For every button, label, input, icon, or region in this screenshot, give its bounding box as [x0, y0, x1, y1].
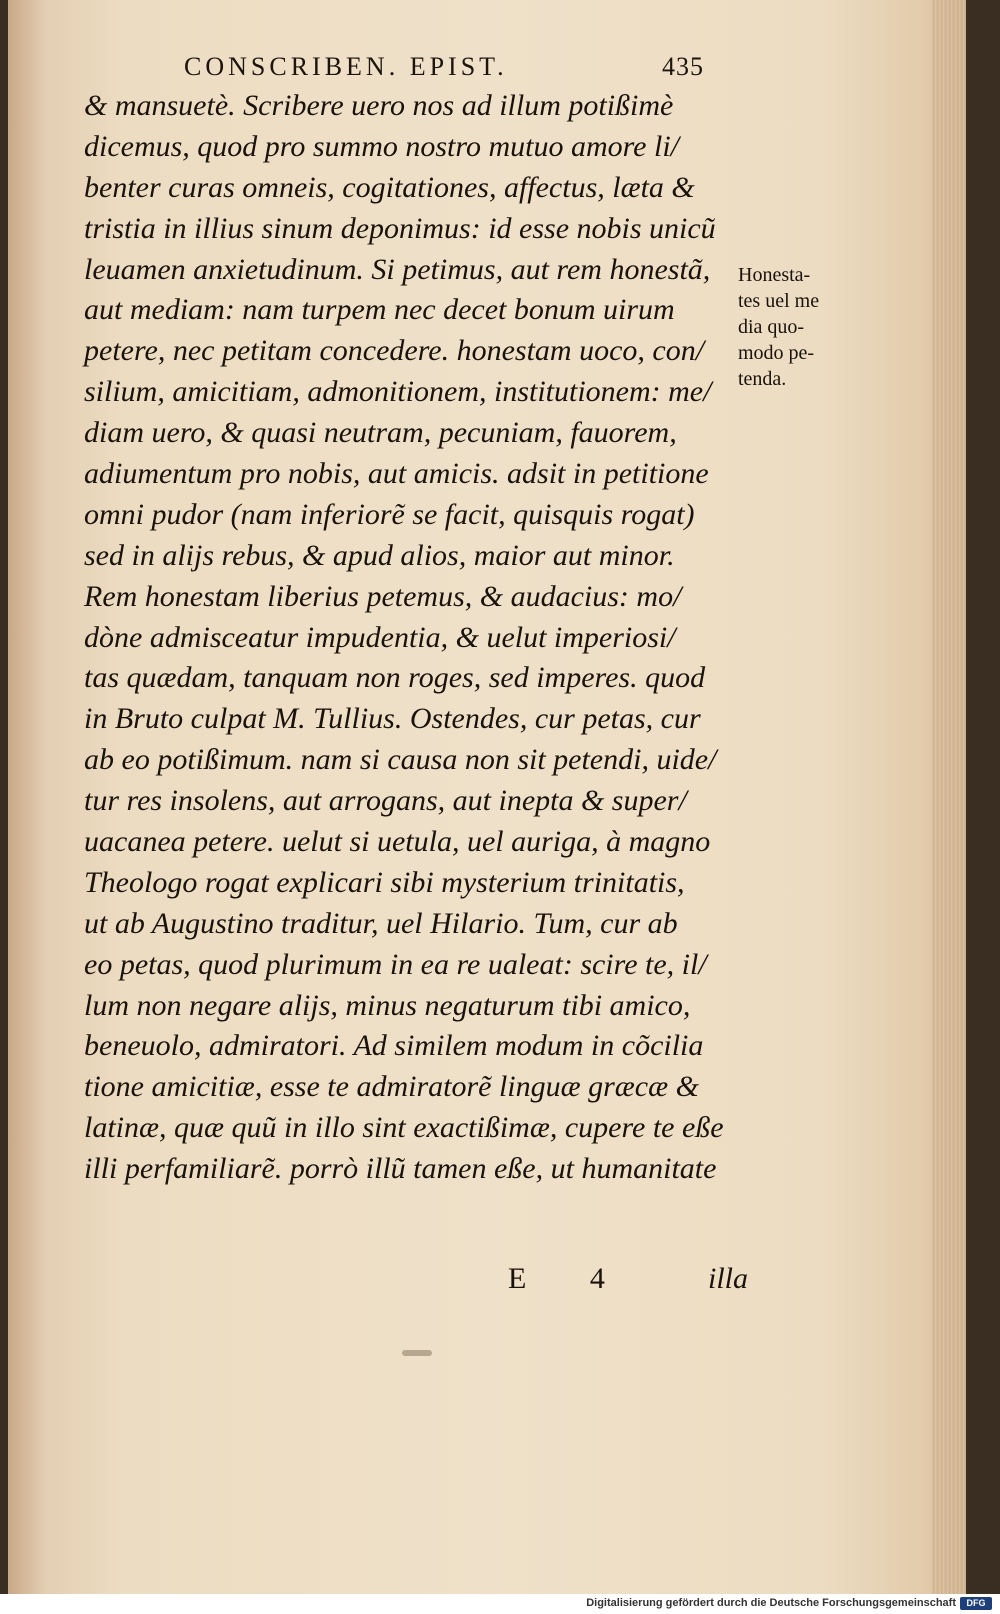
text-line: adiumentum pro nobis, aut amicis. adsit in petitione	[84, 457, 709, 491]
margin-note-line: tes uel me	[738, 290, 820, 312]
text-line: omni pudor (nam inferiorẽ se facit, quisquis rogat)	[84, 497, 695, 531]
text-line: uacanea petere. uelut si uetula, uel auriga, à magno	[84, 825, 711, 859]
text-line: aut mediam: nam turpem nec decet bonum uirum	[84, 293, 675, 327]
digitization-footer	[0, 1594, 1000, 1614]
margin-note-line: Honesta-	[738, 264, 811, 286]
footer-credit: Digitalisierung gefördert durch die Deutsche Forschungsgemeinschaft	[586, 1597, 956, 1609]
text-line: lum non negare alijs, minus negaturum tibi amico,	[84, 988, 691, 1022]
text-line: dòne admisceatur impudentia, & uelut imperiosi/	[84, 620, 676, 654]
margin-note-line: modo pe-	[738, 342, 815, 364]
text-line: tas quædam, tanquam non roges, sed imperes. quod	[84, 661, 706, 695]
text-line: petere, nec petitam concedere. honestam uoco, con/	[84, 334, 705, 368]
text-line: ut ab Augustino traditur, uel Hilario. Tum, cur ab	[84, 906, 678, 940]
text-line: eo petas, quod plurimum in ea re ualeat: scire te, il/	[84, 947, 707, 981]
text-line: silium, amicitiam, admonitionem, institutionem: me/	[84, 375, 712, 409]
text-line: tristia in illius sinum deponimus: id esse nobis unicũ	[84, 211, 716, 245]
text-line: ab eo potißimum. nam si causa non sit petendi, uide/	[84, 743, 717, 777]
text-line: leuamen anxietudinum. Si petimus, aut rem honestã,	[84, 252, 711, 286]
text-line: benter curas omneis, cogitationes, affectus, læta &	[84, 170, 695, 204]
text-line: diam uero, & quasi neutram, pecuniam, fauorem,	[84, 416, 677, 450]
margin-note-line: tenda.	[738, 368, 787, 390]
dfg-logo-icon: DFG	[960, 1597, 992, 1610]
page-edge	[932, 0, 966, 1594]
signature-mark: E 4	[508, 1262, 633, 1295]
text-line: & mansuetè. Scribere uero nos ad illum potißimè	[84, 89, 674, 122]
page-number: 435	[662, 52, 704, 81]
running-head: CONSCRIBEN. EPIST.	[184, 52, 508, 81]
text-line: dicemus, quod pro summo nostro mutuo amore li/	[84, 129, 679, 163]
text-line: tione amicitiæ, esse te admiratorẽ linguæ græcæ &	[84, 1070, 699, 1104]
page-foot	[508, 1262, 748, 1298]
text-line: tur res insolens, aut arrogans, aut inepta & super/	[84, 784, 687, 818]
margin-note	[738, 262, 858, 392]
text-line: beneuolo, admiratori. Ad similem modum in cõcilia	[84, 1029, 704, 1063]
catchword: illa	[707, 1262, 748, 1295]
margin-note-line: dia quo-	[738, 316, 805, 338]
text-line: Theologo rogat explicari sibi mysterium trinitatis,	[84, 865, 685, 899]
text-line: in Bruto culpat M. Tullius. Ostendes, cur petas, cur	[84, 702, 701, 736]
text-line: Rem honestam liberius petemus, & audacius: mo/	[84, 579, 682, 613]
body-text	[84, 86, 744, 1190]
text-line: illi perfamiliarẽ. porrò illũ tamen eße, ut humanitate	[84, 1152, 717, 1186]
ink-smudge	[402, 1350, 432, 1356]
text-line: latinæ, quæ quũ in illo sint exactißimæ, cupere te eße	[84, 1111, 724, 1145]
page-header	[184, 52, 704, 86]
text-line: sed in alijs rebus, & apud alios, maior aut minor.	[84, 538, 675, 572]
